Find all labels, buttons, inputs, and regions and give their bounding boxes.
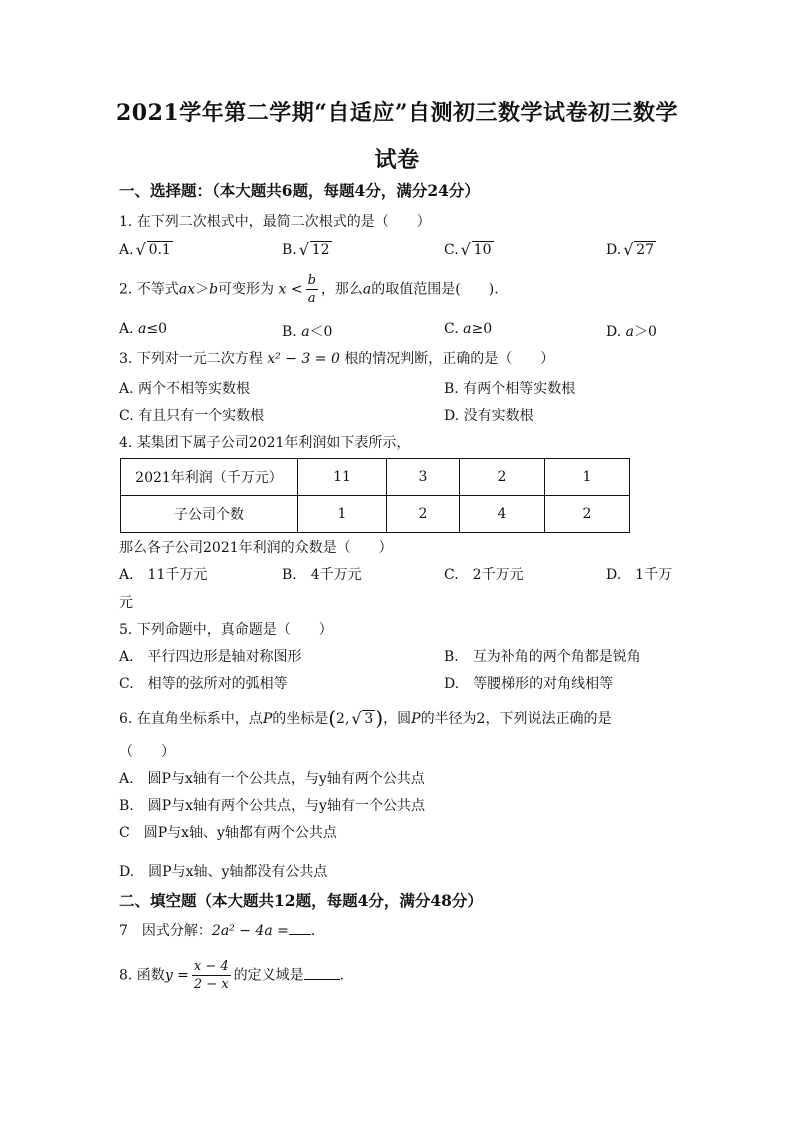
table-cell: 1 bbox=[545, 459, 630, 496]
q4-option-c: C. 2千万元 bbox=[444, 567, 524, 583]
table-cell: 2021年利润（千万元） bbox=[121, 459, 298, 496]
q5-stem: 5. 下列命题中，真命题是（ ） bbox=[119, 622, 333, 638]
q5-option-a: A. 平行四边形是轴对称图形 bbox=[119, 649, 302, 665]
q2-option-b: B. a＜0 bbox=[282, 324, 333, 340]
table-cell: 11 bbox=[298, 459, 387, 496]
q4-option-a: A. 11千万元 bbox=[119, 567, 208, 583]
q2-option-a: A. a≤0 bbox=[119, 321, 168, 337]
exam-title-line1: 2021学年第二学期“自适应”自测初三数学试卷初三数学 bbox=[115, 100, 679, 126]
table-row bbox=[121, 459, 630, 496]
q6-option-d: D. 圆P与x轴、y轴都没有公共点 bbox=[119, 864, 328, 880]
q4-option-d: D. 1千万 bbox=[606, 567, 673, 583]
section-1-heading: 一、选择题：（本大题共6题，每题4分，满分24分） bbox=[119, 181, 480, 200]
q4-option-b: B. 4千万元 bbox=[282, 567, 362, 583]
table-cell: 3 bbox=[387, 459, 460, 496]
q1-option-d: D.√ 27 bbox=[606, 242, 656, 258]
q4-question: 那么各子公司2021年利润的众数是（ ） bbox=[119, 540, 393, 556]
q1-option-c: C.√ 10 bbox=[444, 242, 494, 258]
q1-option-b: B.√ 12 bbox=[282, 242, 332, 258]
q2-option-d: D. a＞0 bbox=[606, 324, 657, 340]
table-cell: 2 bbox=[387, 496, 460, 533]
q6-option-c: C 圆P与x轴、y轴都有两个公共点 bbox=[119, 825, 337, 841]
table-cell: 1 bbox=[298, 496, 387, 533]
q6-option-b: B. 圆P与x轴有两个公共点，与y轴有一个公共点 bbox=[119, 798, 425, 814]
q6-answer-paren: （ ） bbox=[119, 744, 175, 760]
q2-fraction: $\frac{b}{a}$ bbox=[307, 273, 316, 306]
q4-stem: 4. 某集团下属子公司2021年利润如下表所示， bbox=[119, 435, 411, 451]
q5-option-d: D. 等腰梯形的对角线相等 bbox=[444, 676, 614, 692]
profit-table bbox=[120, 458, 630, 533]
q6-option-a: A. 圆P与x轴有一个公共点，与y轴有两个公共点 bbox=[119, 771, 425, 787]
q3-option-c: C. 有且只有一个实数根 bbox=[119, 408, 265, 424]
table-cell: 子公司个数 bbox=[121, 496, 298, 533]
table-cell: 2 bbox=[545, 496, 630, 533]
q6-stem: 6. 在直角坐标系中，点P的坐标是(2,√ 3 )，圆P的半径为2，下列说法正确的是 bbox=[119, 706, 611, 730]
q1-stem: 1. 在下列二次根式中，最简二次根式的是（ ） bbox=[119, 214, 431, 230]
q7-answer-blank bbox=[289, 922, 311, 935]
q8-answer-blank bbox=[304, 967, 340, 980]
q3-option-d: D. 没有实数根 bbox=[444, 408, 534, 424]
q7-stem: 7 因式分解：2a² − 4a = . bbox=[119, 923, 316, 939]
q2-stem: 2. 不等式ax＞b可变形为 x < $\frac{b}{a}$ ，那么a的取值范围是( ). bbox=[119, 273, 499, 306]
q4-option-d-wrap: 元 bbox=[119, 595, 133, 611]
q8-stem: 8. 函数y = $\frac{x - 4}{2 - x}$ 的定义域是 . bbox=[119, 959, 345, 992]
q8-fraction: $\frac{x - 4}{2 - x}$ bbox=[193, 959, 229, 992]
q1-option-a: A.√ 0.1 bbox=[119, 242, 173, 258]
q5-option-c: C. 相等的弦所对的弧相等 bbox=[119, 676, 288, 692]
q3-option-b: B. 有两个相等实数根 bbox=[444, 381, 576, 397]
q5-option-b: B. 互为补角的两个角都是锐角 bbox=[444, 649, 641, 665]
table-cell: 4 bbox=[460, 496, 545, 533]
q3-option-a: A. 两个不相等实数根 bbox=[119, 381, 251, 397]
section-2-heading: 二、填空题（本大题共12题，每题4分，满分48分） bbox=[119, 891, 483, 910]
table-cell: 2 bbox=[460, 459, 545, 496]
q3-stem: 3. 下列对一元二次方程 x² − 3 = 0 根的情况判断，正确的是（ ） bbox=[119, 351, 555, 367]
q2-option-c: C. a≥0 bbox=[444, 321, 493, 337]
exam-title-line2: 试卷 bbox=[374, 147, 420, 173]
table-row bbox=[121, 496, 630, 533]
